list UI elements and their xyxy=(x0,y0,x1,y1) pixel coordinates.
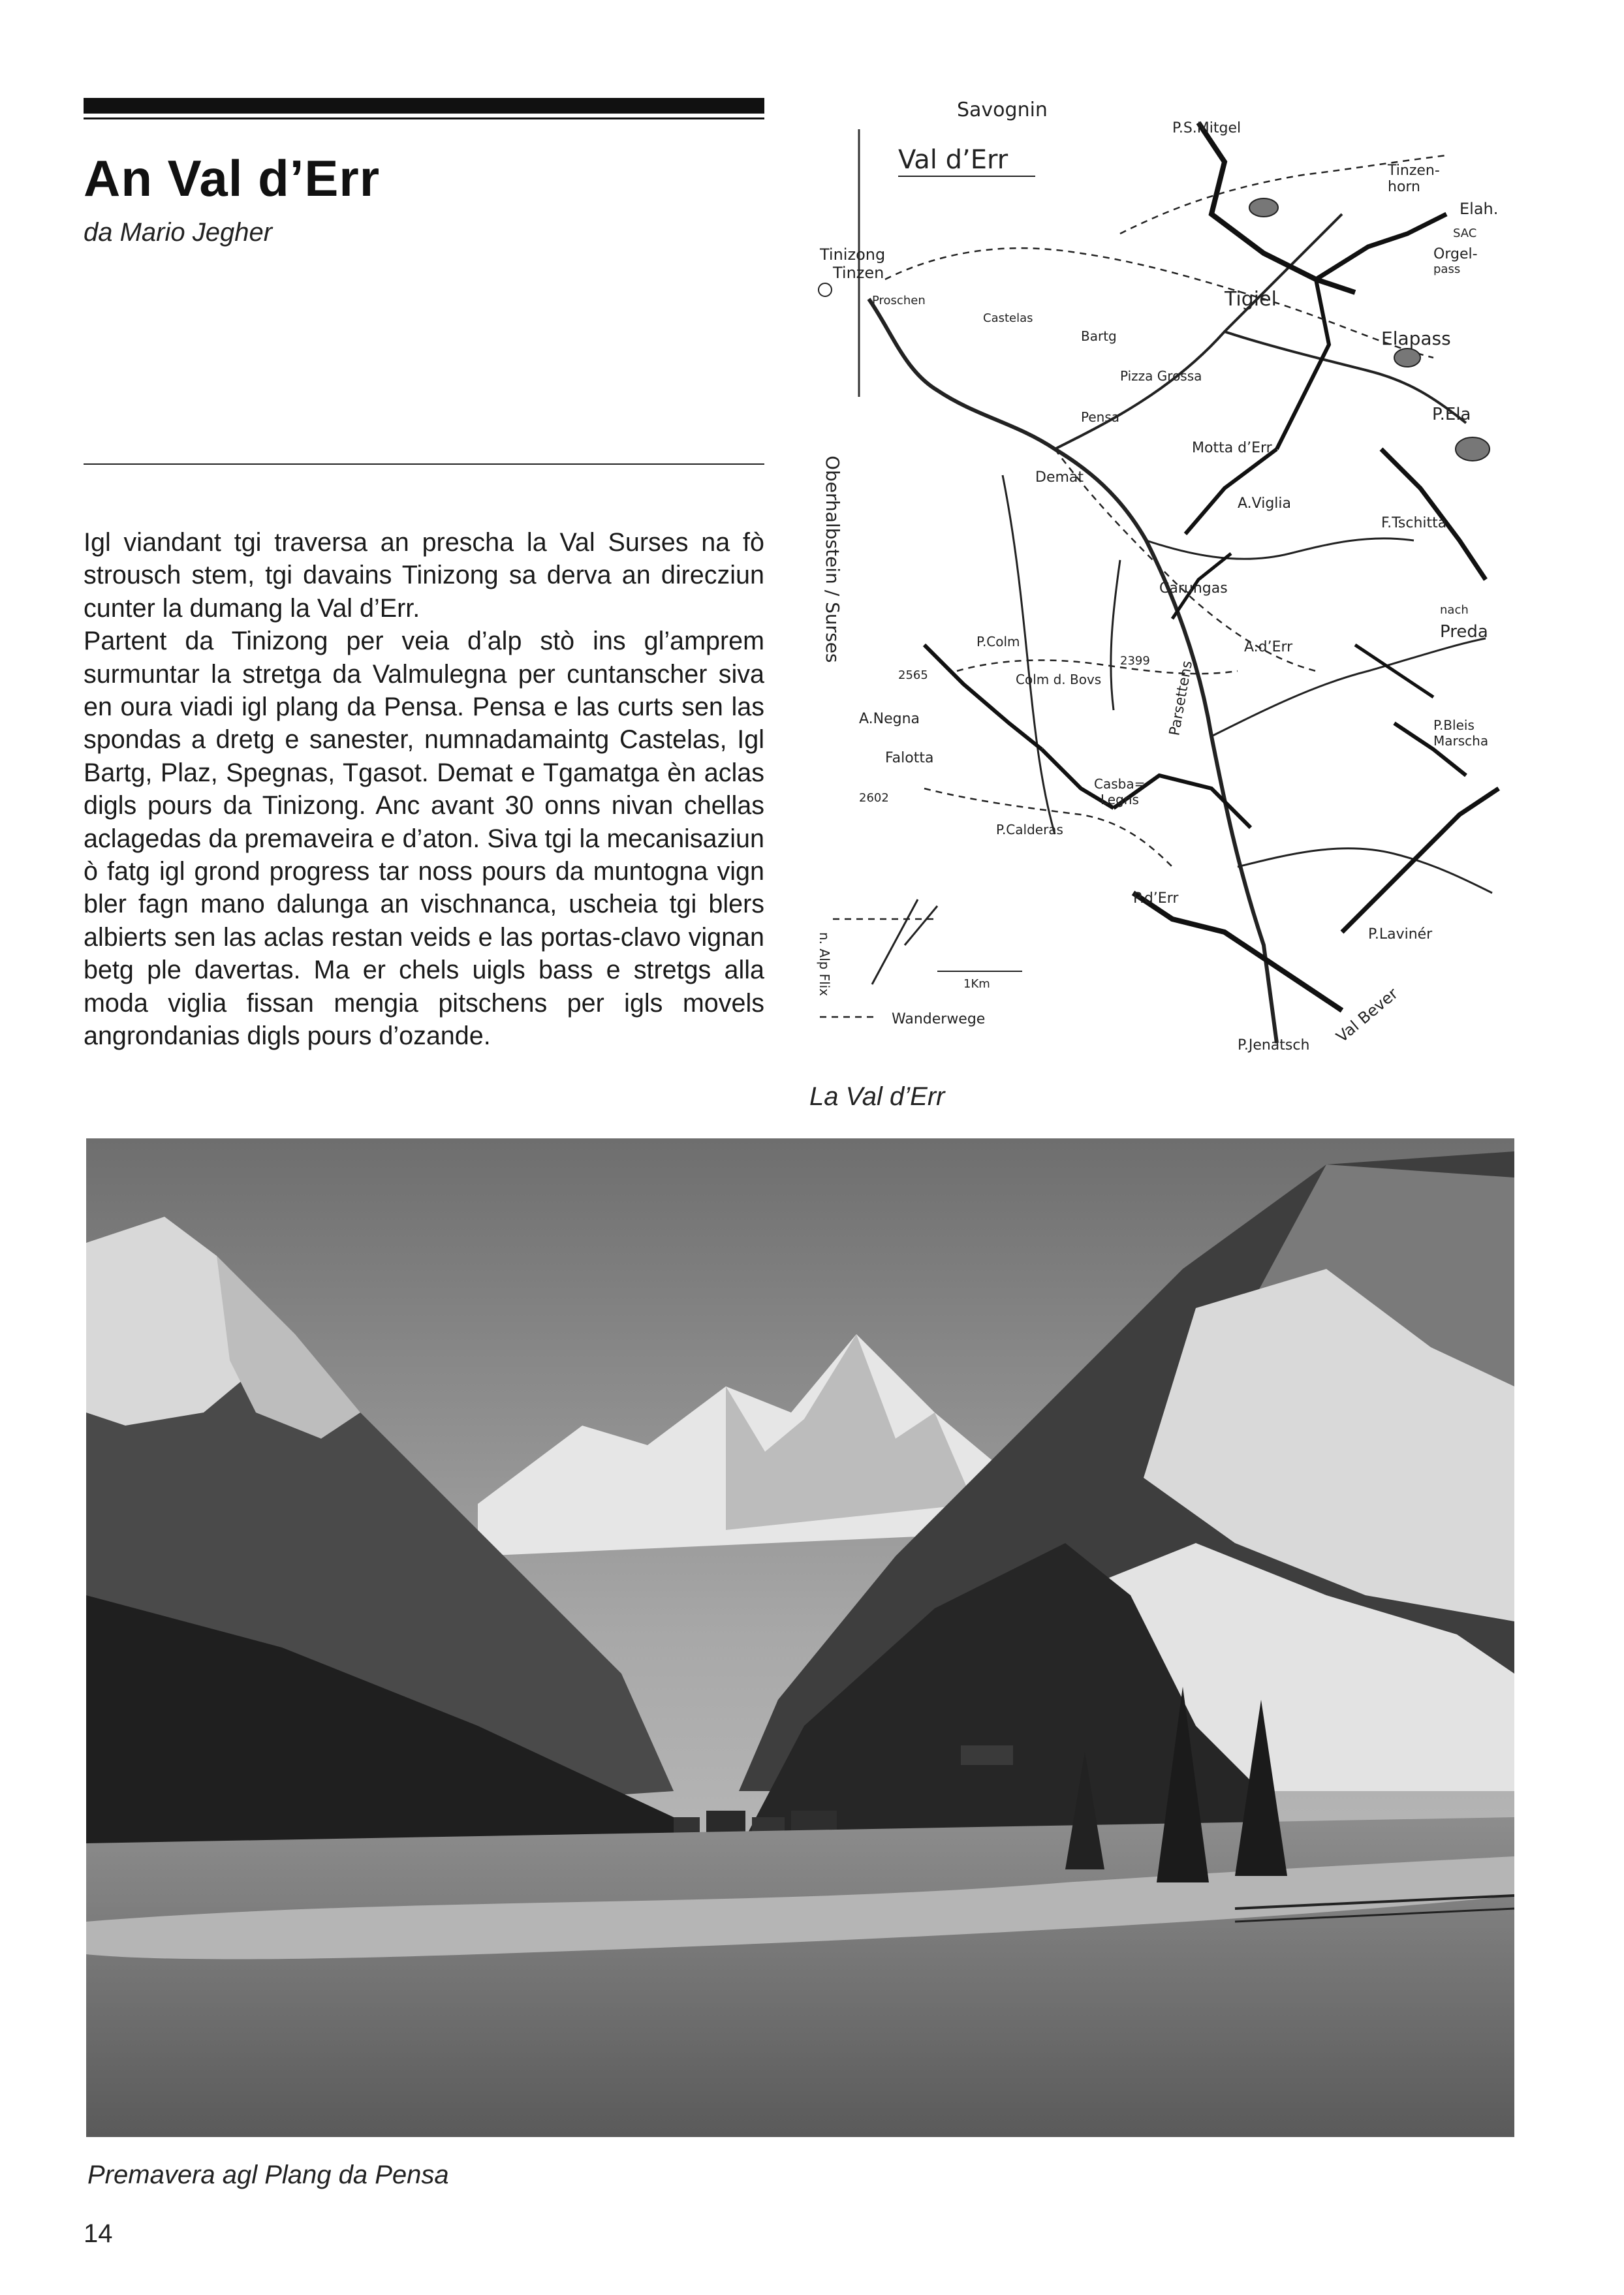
map-label-p-calderas: P.Calderas xyxy=(996,822,1063,837)
map-label-title: Val d’Err xyxy=(898,145,1008,175)
map-label-parsettens: Parsettens xyxy=(1166,659,1196,738)
photo-caption: Premavera agl Plang da Pensa xyxy=(87,2161,449,2189)
map-label-motta-derr: Motta d’Err xyxy=(1192,440,1272,456)
map-label-proschen: Proschen xyxy=(872,294,926,307)
paragraph: Partent da Tinizong per veia d’alp stò ins gl’amprem surmuntar la stretga da Valmulegna per cuntanscher siva en oura viadi igl plang da Pensa. Pensa e las curts sen las spondas a dretg e sanester, numnadamaintg Castelas, Igl Bartg, Plaz, Spegnas, Tgasot. Demat e Tgamatga èn aclas digls pours da Tinizong. Anc avant 30 onns nivan chellas aclagedas da premaveira e d’aton. Siva tgi la mecanisaziun ò fatg igl grond progress tar noss pours da muntogna vign bler fagn mano dalunga an vischnanca, uscheia tgi blers albierts sen las aclas restan veids e las portas-clavo vignan betg ple davertas. Ma er chels uigls bass e stretgs alla moda viglia fissan mengia pitschens per igls movels angrondanias digls pours d’ozande. xyxy=(84,627,764,1051)
map-label-tigiel: Tigiel xyxy=(1225,288,1277,311)
valley-photo xyxy=(86,1138,1514,2137)
map-label-demat: Demat xyxy=(1035,469,1084,486)
map-label-scale: 1Km xyxy=(963,977,990,991)
map-label-alp-flix: n. Alp Flix xyxy=(817,932,832,997)
valley-map xyxy=(807,84,1513,1072)
map-label-tinzenhorn-2: horn xyxy=(1388,179,1421,195)
map-label-val-bever: Val Bever xyxy=(1332,984,1401,1046)
map-label-orgelpass-1: Orgel- xyxy=(1433,246,1478,262)
map-label-pensa: Pensa xyxy=(1081,409,1120,425)
article-body xyxy=(84,526,764,1053)
map-label-carungas: Carungas xyxy=(1159,580,1228,597)
map-label-nach: nach xyxy=(1440,603,1469,617)
map-label-ps-mitgel: P.S.Mitgel xyxy=(1172,120,1241,136)
map-label-elapass: Elapass xyxy=(1381,328,1451,349)
map-label-tinzenhorn-1: Tinzen- xyxy=(1388,163,1440,179)
map-label-h2399: 2399 xyxy=(1120,654,1150,668)
header-rule-thin xyxy=(84,117,764,119)
map-label-castelas: Castelas xyxy=(983,311,1033,325)
map-label-savognin: Savognin xyxy=(957,99,1048,121)
map-label-a-derr: A.d’Err xyxy=(1244,639,1293,655)
header-rule-thick xyxy=(84,98,764,114)
article-author: da Mario Jegher xyxy=(84,218,273,247)
map-label-tinizong: Tinizong xyxy=(820,245,886,264)
separator-rule xyxy=(84,463,764,465)
page-number: 14 xyxy=(84,2219,113,2248)
map-label-orgelpass-2: pass xyxy=(1433,262,1461,276)
map-label-p-bleis-marscha-1: P.Bleis xyxy=(1433,717,1475,733)
map-label-a-negna: A.Negna xyxy=(859,711,920,727)
map-label-p-bleis-marscha-2: Marscha xyxy=(1433,733,1489,749)
map-label-h2602: 2602 xyxy=(859,791,889,805)
paragraph: Igl viandant tgi traversa an prescha la Val Surses na fò strousch stem, tgi davains Tinizong sa derva an direcziun cunter la dumang la Val d’Err. xyxy=(84,528,764,623)
map-label-p-derr: P.d’Err xyxy=(1133,890,1179,907)
map-label-wanderwege: Wanderwege xyxy=(892,1011,986,1027)
map-label-p-ela: P.Ela xyxy=(1432,405,1471,424)
map-label-preda: Preda xyxy=(1440,622,1488,642)
map-label-pizza-grossa: Pizza Grossa xyxy=(1120,368,1202,384)
map-label-casbalegns-2: Legns xyxy=(1101,792,1139,807)
map-caption: La Val d’Err xyxy=(809,1082,945,1111)
map-label-oberhalbstein: Oberhalbstein / Surses xyxy=(822,456,843,663)
map-label-falotta: Falotta xyxy=(885,750,934,766)
valley-photo-drawing xyxy=(86,1138,1514,2137)
map-label-tinzen: Tinzen xyxy=(833,264,884,282)
map-label-p-lavinar: P.Lavinér xyxy=(1368,926,1433,943)
map-label-bartg: Bartg xyxy=(1081,328,1117,344)
map-label-a-viglia: A.Viglia xyxy=(1238,495,1292,512)
map-label-colm-da-bovs: Colm d. Bovs xyxy=(1016,672,1102,687)
map-label-elah: Elah. xyxy=(1460,200,1499,218)
map-label-sac: SAC xyxy=(1453,226,1477,240)
map-label-p-colm: P.Colm xyxy=(976,634,1020,649)
map-label-p-jenatsch: P.Jenatsch xyxy=(1238,1037,1310,1054)
map-label-h2565: 2565 xyxy=(898,668,928,682)
article-title: An Val d’Err xyxy=(84,149,381,207)
map-label-casbalegns-1: Casba= xyxy=(1094,776,1146,792)
map-label-f-tschitta: F.Tschitta xyxy=(1381,515,1447,531)
